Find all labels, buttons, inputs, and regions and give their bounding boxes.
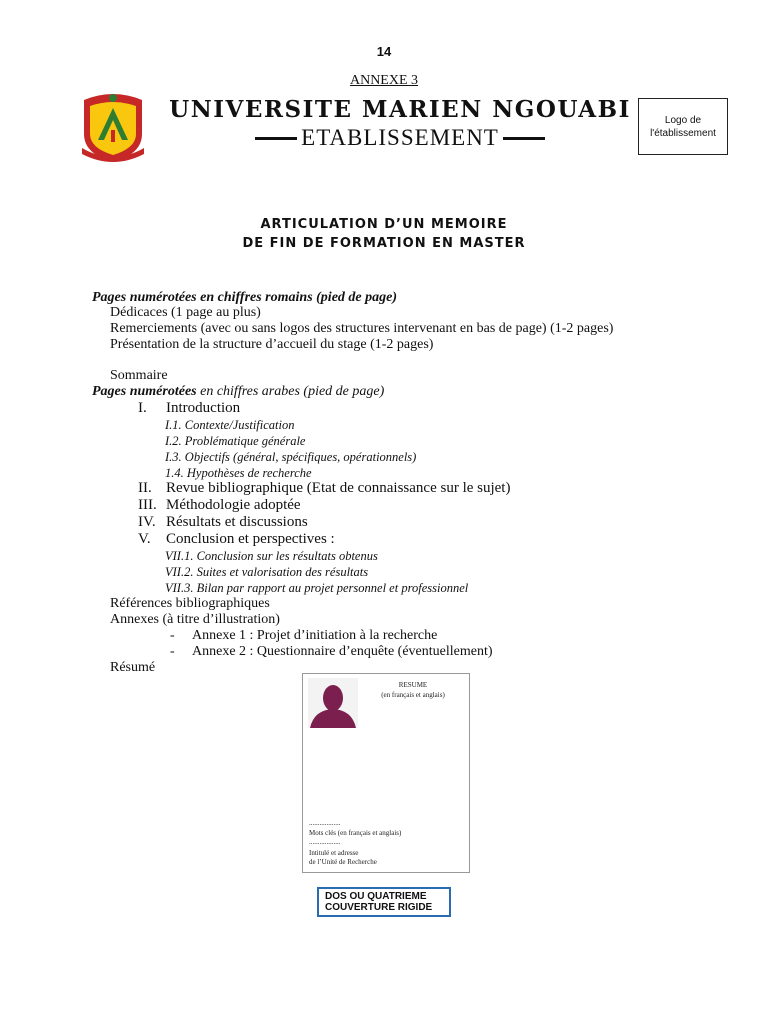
intro-subitem: I.3. Objectifs (général, spécifiques, opérationnels) <box>165 450 417 464</box>
left-rule <box>255 137 297 140</box>
remerciements-item: Remerciements (avec ou sans logos des structures intervenant en bas de page) (1-2 pages) <box>110 321 614 336</box>
chapter-label: Résultats et discussions <box>166 514 308 530</box>
chapter-num: III. <box>138 497 157 513</box>
conclusion-subitem: VII.2. Suites et valorisation des résultats <box>165 565 369 579</box>
etablissement-row <box>150 125 650 151</box>
document-title-line2: DE FIN DE FORMATION EN MASTER <box>242 236 526 251</box>
chapter-num: V. <box>138 531 151 547</box>
sommaire-item: Sommaire <box>110 368 168 383</box>
annex-subitem: Annexe 1 : Projet d’initiation à la recherche <box>192 628 438 643</box>
intro-subitem: 1.4. Hypothèses de recherche <box>165 466 312 480</box>
arabic-pages-heading <box>92 384 384 400</box>
annexe-label: ANNEXE 3 <box>349 73 419 88</box>
resume-card-illustration <box>302 673 470 873</box>
chapter-num: II. <box>138 480 152 496</box>
resume-card-dots: .................. <box>309 838 341 846</box>
chapter-label: Introduction <box>166 400 241 416</box>
resume-card-keywords: Mots clés (en français et anglais) <box>309 829 402 837</box>
resume-item: Résumé <box>110 660 156 675</box>
chapter-item <box>138 480 510 497</box>
chapter-num: IV. <box>138 514 156 530</box>
conclusion-subitem: VII.3. Bilan par rapport au projet personnel et professionnel <box>165 581 469 595</box>
university-emblem-icon <box>78 90 148 164</box>
intro-subitem: I.1. Contexte/Justification <box>165 418 295 432</box>
resume-card-address1: Intitulé et adresse <box>309 849 359 857</box>
dedicaces-item: Dédicaces (1 page au plus) <box>110 305 261 320</box>
presentation-item: Présentation de la structure d’accueil du stage (1-2 pages) <box>110 337 434 352</box>
back-cover-line2: COUVERTURE RIGIDE <box>325 902 433 913</box>
arabic-heading-bold: Pages numérotées <box>92 384 197 399</box>
resume-card-heading: RESUME <box>398 681 428 689</box>
chapter-item <box>138 497 301 514</box>
back-cover-box <box>317 887 451 917</box>
chapter-item <box>138 400 240 417</box>
chapter-label: Revue bibliographique (Etat de connaissance sur le sujet) <box>166 480 511 496</box>
chapter-num: I. <box>138 400 147 416</box>
etablissement-label: ETABLISSEMENT <box>301 125 499 150</box>
person-silhouette-icon <box>308 678 358 728</box>
university-name: UNIVERSITE MARIEN NGOUABI <box>169 96 631 123</box>
chapter-label: Conclusion et perspectives : <box>166 531 335 547</box>
document-title-line1: ARTICULATION D’UN MEMOIRE <box>260 217 508 232</box>
conclusion-subitem: VII.1. Conclusion sur les résultats obtenus <box>165 549 378 563</box>
chapter-item <box>138 514 308 531</box>
arabic-heading-rest: en chiffres arabes (pied de page) <box>196 384 385 399</box>
resume-card-address2: de l’Unité de Recherche <box>309 858 377 866</box>
annexes-item: Annexes (à titre d’illustration) <box>110 612 280 627</box>
resume-card-subheading: (en français et anglais) <box>381 691 445 699</box>
references-item: Références bibliographiques <box>110 596 270 611</box>
intro-subitem: I.2. Problématique générale <box>165 434 306 448</box>
roman-pages-heading: Pages numérotées en chiffres romains (pied de page) <box>92 290 397 305</box>
logo-box-line1: Logo de <box>664 114 702 126</box>
page-number: 14 <box>376 44 392 59</box>
annex-dash: - <box>170 628 175 643</box>
chapter-label: Méthodologie adoptée <box>166 497 301 513</box>
logo-box-line2: l'établissement <box>650 127 716 139</box>
chapter-item <box>138 531 335 548</box>
annex-dash: - <box>170 644 175 659</box>
resume-card-dots: .................. <box>309 819 341 827</box>
annex-subitem: Annexe 2 : Questionnaire d’enquête (éventuellement) <box>192 644 493 659</box>
right-rule <box>503 137 545 140</box>
logo-placeholder-box <box>638 98 728 155</box>
back-cover-line1: DOS OU QUATRIEME <box>325 891 427 902</box>
